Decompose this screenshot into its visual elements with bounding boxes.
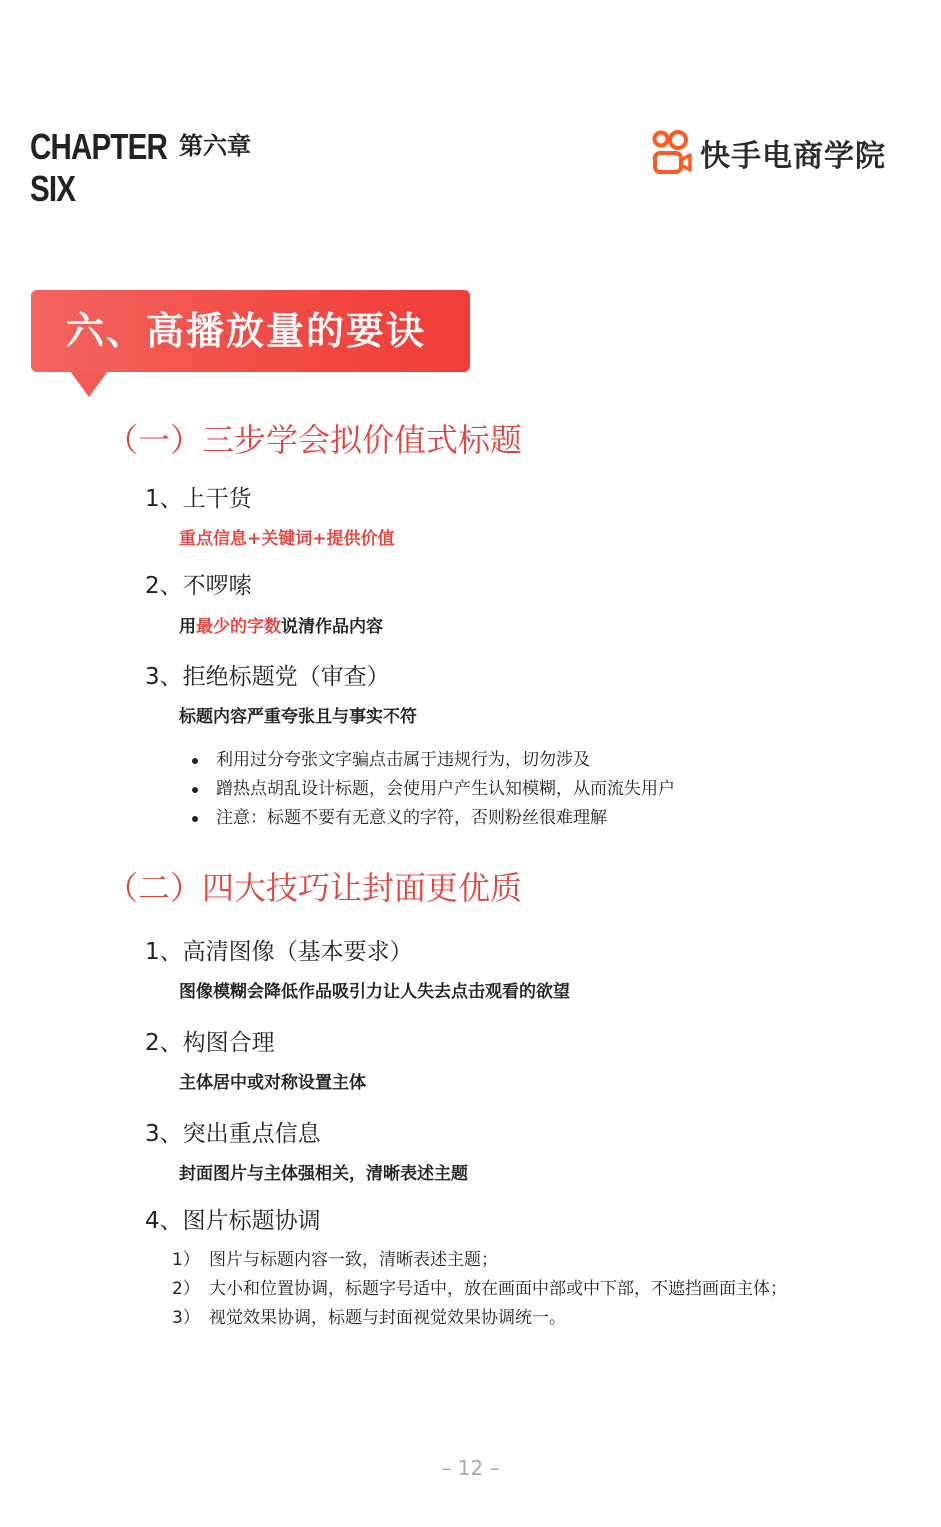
- bullet-text: 蹭热点胡乱设计标题，会使用户产生认知模糊，从而流失用户: [216, 779, 675, 799]
- bullet-text: 注意：标题不要有无意义的字符，否则粉丝很难理解: [216, 808, 607, 828]
- section-banner-pointer: [70, 371, 108, 397]
- bullet-dot-icon: [192, 758, 198, 764]
- subsection-title-2: （二）四大技巧让封面更优质: [106, 869, 523, 907]
- bullet-text: 利用过分夸张文字骗点击属于违规行为，切勿涉及: [216, 750, 590, 770]
- numbered-item: [172, 1275, 787, 1304]
- page-number: – 12 –: [441, 1456, 500, 1480]
- chapter-word: CHAPTER: [30, 126, 167, 167]
- bullet-list: [186, 746, 675, 833]
- desc-highlight: 最少的字数: [196, 617, 281, 637]
- brand-name: 快手电商学院: [700, 139, 886, 174]
- item-desc-2-2: 主体居中或对称设置主体: [179, 1073, 366, 1093]
- desc-suffix: 说清作品内容: [281, 617, 383, 637]
- numbered-item: [172, 1304, 787, 1333]
- numbered-list: [172, 1246, 787, 1333]
- item-title-2-1: 1、高清图像（基本要求）: [145, 939, 413, 965]
- item-title-2-2: 2、构图合理: [145, 1030, 275, 1056]
- bullet-item: [186, 775, 675, 804]
- item-text: 大小和位置协调，标题字号适中，放在画面中部或中下部，不遮挡画面主体；: [209, 1279, 787, 1299]
- bullet-dot-icon: [192, 787, 198, 793]
- item-title-1-2: 2、不啰嗦: [145, 573, 252, 599]
- desc-prefix: 用: [179, 617, 196, 637]
- item-desc-2-3: 封面图片与主体强相关，清晰表述主题: [179, 1164, 468, 1184]
- item-desc-2-1: 图像模糊会降低作品吸引力让人失去点击观看的欲望: [179, 982, 570, 1002]
- bullet-dot-icon: [192, 816, 198, 822]
- item-desc-1-2: [179, 615, 383, 639]
- item-number: 3）: [172, 1308, 200, 1328]
- chapter-number-word: SIX: [30, 168, 76, 209]
- brand-logo-block: [652, 130, 886, 176]
- bullet-item: [186, 746, 675, 775]
- chapter-label-en: [30, 126, 167, 210]
- item-text: 视觉效果协调，标题与封面视觉效果协调统一。: [209, 1308, 566, 1328]
- kuaishou-logo-icon: [652, 130, 692, 176]
- item-title-2-3: 3、突出重点信息: [145, 1121, 321, 1147]
- bullet-item: [186, 804, 675, 833]
- item-text: 图片与标题内容一致，清晰表述主题；: [209, 1250, 498, 1270]
- item-number: 2）: [172, 1279, 200, 1299]
- section-banner-title: 六、高播放量的要诀: [66, 309, 427, 353]
- item-desc-1-3: 标题内容严重夸张且与事实不符: [179, 707, 417, 727]
- item-title-1-3: 3、拒绝标题党（审查）: [145, 664, 390, 690]
- item-title-2-4: 4、图片标题协调: [145, 1208, 321, 1234]
- subsection-title-1: （一）三步学会拟价值式标题: [106, 421, 523, 459]
- item-title-1-1: 1、上干货: [145, 486, 252, 512]
- chapter-label-cn: 第六章: [179, 132, 251, 160]
- numbered-item: [172, 1246, 787, 1275]
- item-number: 1）: [172, 1250, 200, 1270]
- item-desc-1-1: 重点信息+关键词+提供价值: [179, 529, 395, 549]
